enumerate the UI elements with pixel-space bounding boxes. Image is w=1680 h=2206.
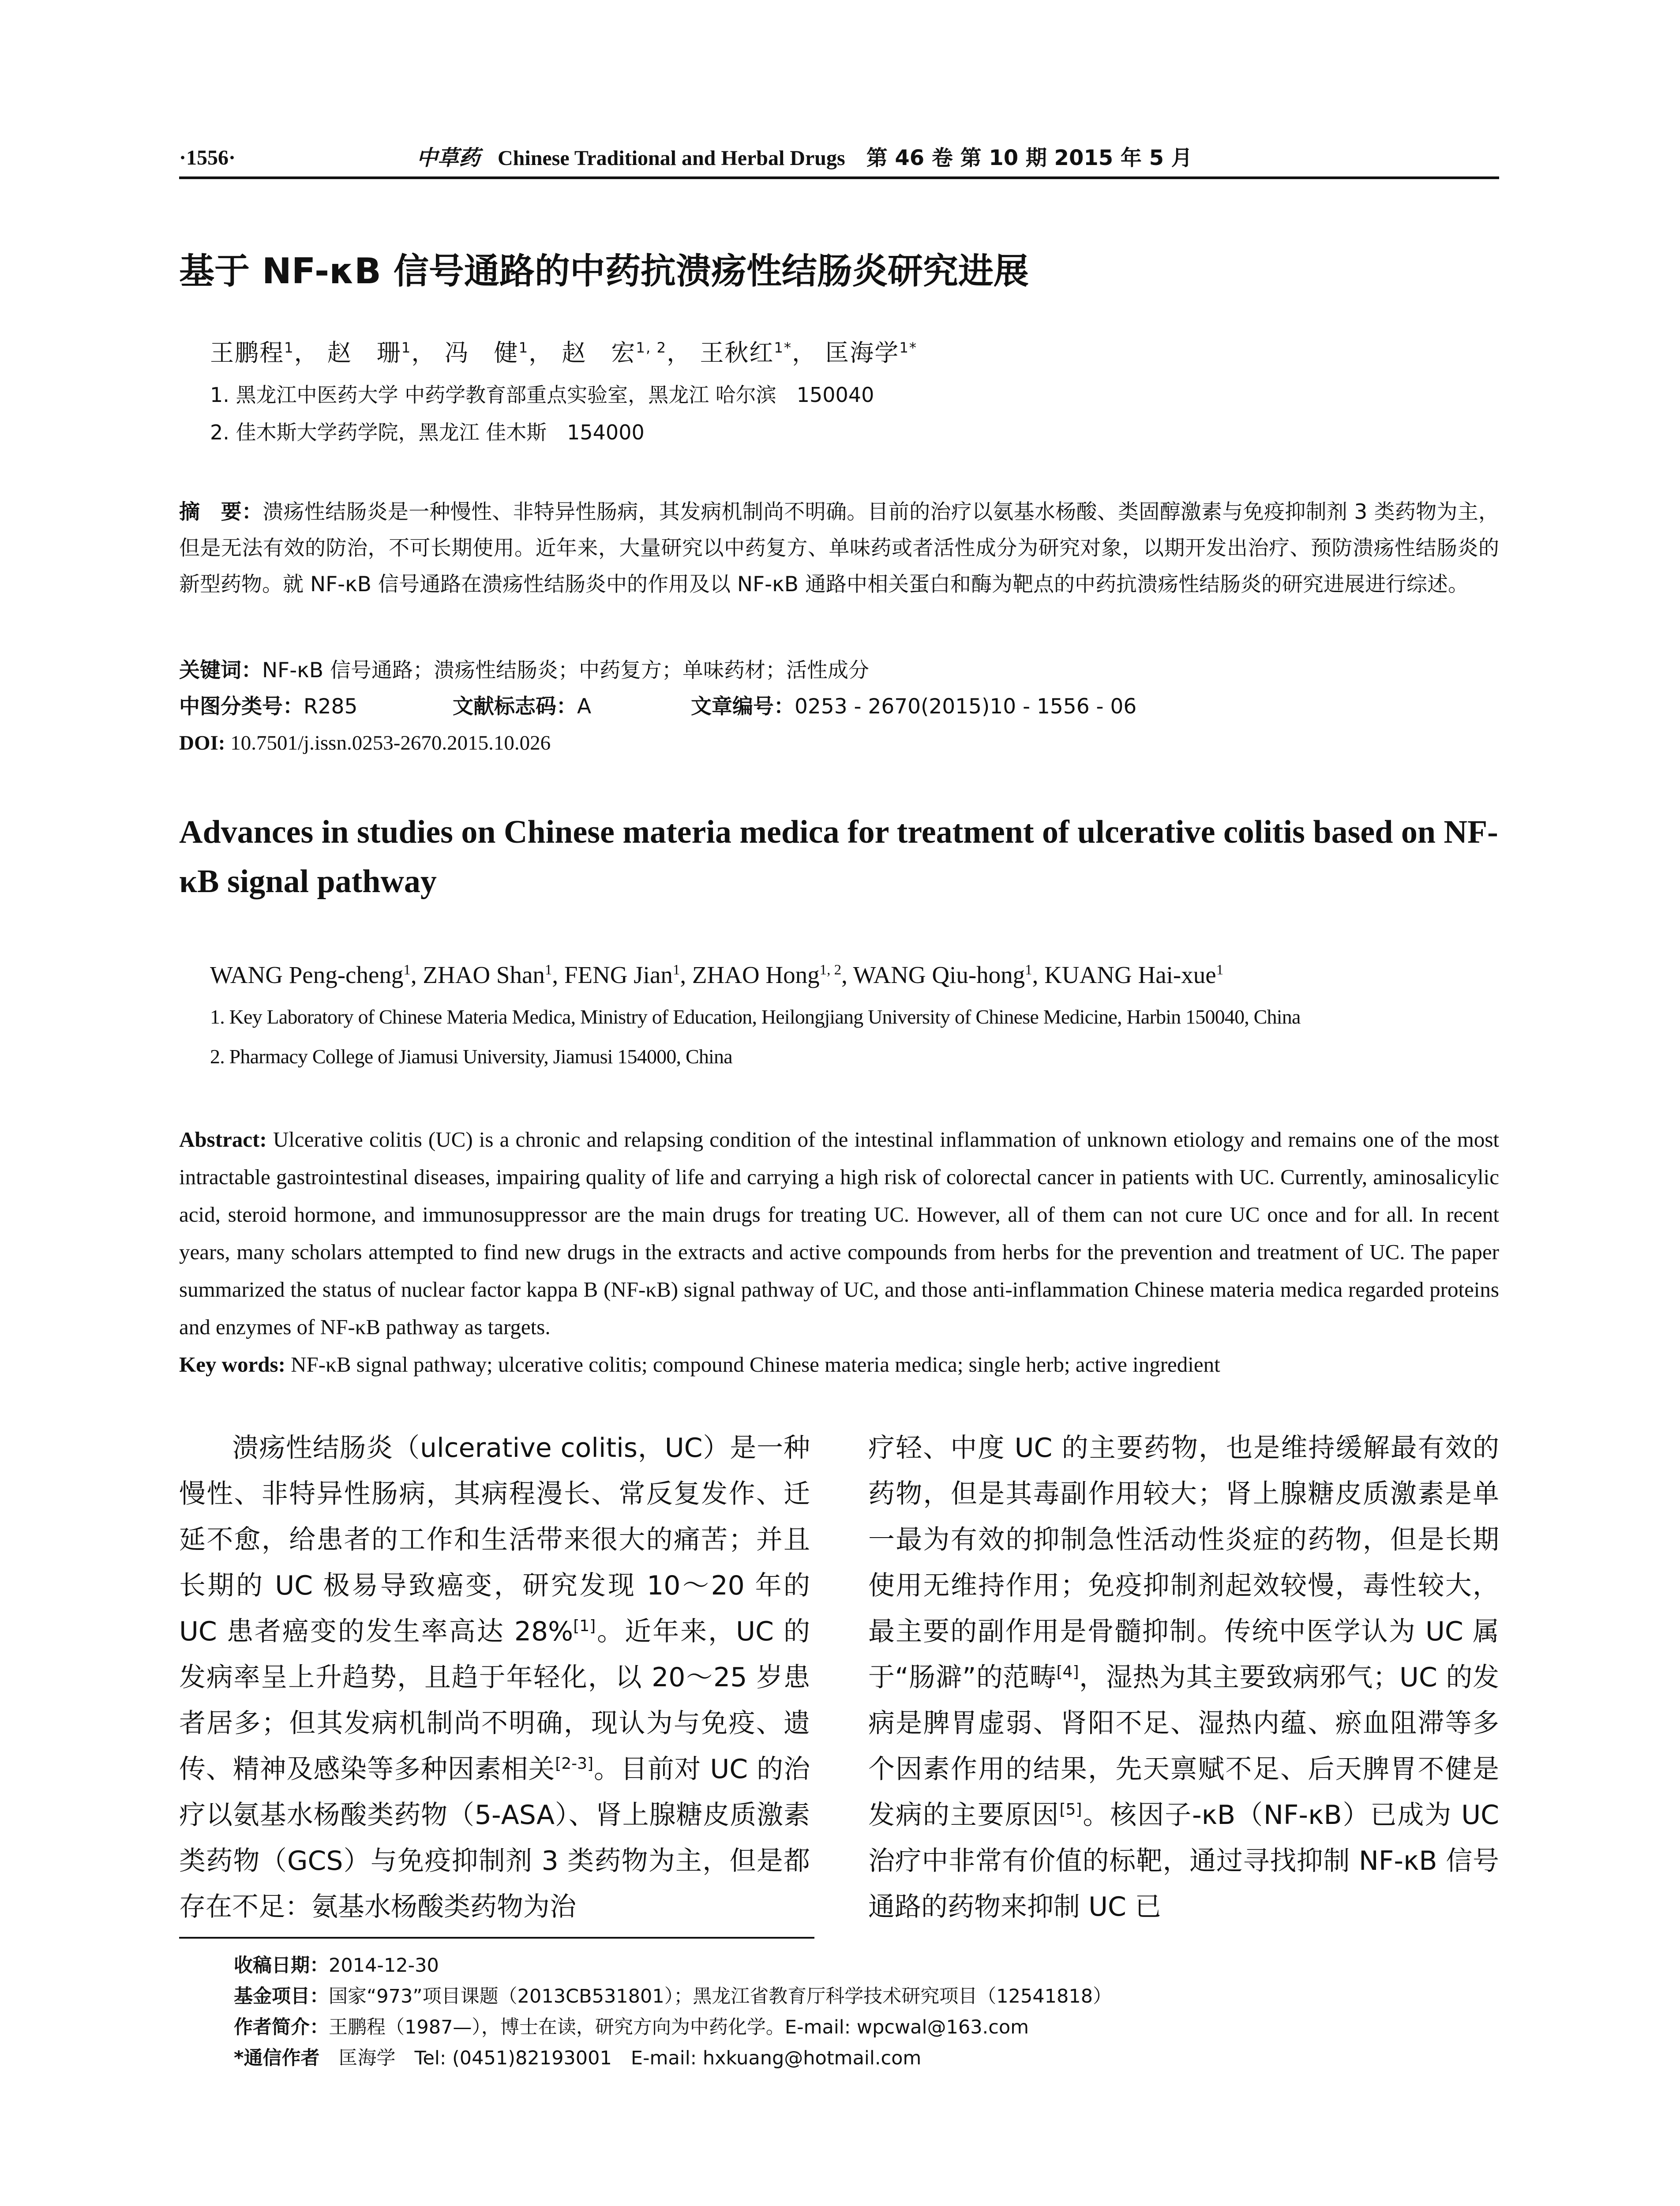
author-name: WANG Qiu-hong	[853, 961, 1025, 988]
author-name: 王鹏程	[210, 339, 284, 367]
chinese-abstract-label: 摘 要：	[179, 500, 263, 524]
document-code	[453, 689, 591, 724]
article-number	[691, 689, 1136, 724]
footnote-received	[234, 1950, 1469, 1981]
citation-reference: [2-3]	[555, 1755, 594, 1773]
author-affiliation-mark: 1	[544, 962, 552, 978]
author-affiliation-mark: 1, 2	[636, 339, 667, 356]
author-affiliation-mark: 1	[284, 339, 294, 356]
footnote-author-label: 作者简介：	[234, 2016, 329, 2038]
footnote-rule	[179, 1937, 814, 1939]
citation-reference: [4]	[1056, 1663, 1079, 1681]
english-abstract-text: Ulcerative colitis (UC) is a chronic and relapsing condition of the intestinal inflammation of unknown etiology and remains one of the most intractable gastrointestinal diseases, impairing quality of life and carrying a high risk of colorectal cancer in patients with UC. Currently, aminosalicylic acid, steroid hormone, and immunosuppressor are the main drugs for treating UC. However, all of them can not cure UC once and for all. In recent years, many scholars attempted to find new drugs in the extracts and active compounds from herbs for the prevention and treatment of UC. The paper summarized the status of nuclear factor kappa B (NF-κB) signal pathway of UC, and those anti-inflammation Chinese materia medica regarded proteins and enzymes of NF-κB pathway as targets.	[179, 1127, 1500, 1339]
chinese-abstract-text: 溃疡性结肠炎是一种慢性、非特异性肠病，其发病机制尚不明确。目前的治疗以氨基水杨酸、类固醇激素与免疫抑制剂 3 类药物为主，但是无法有效的防治，不可长期使用。近年来，大量研究以中药复方、单味药或者活性成分为研究对象，以期开发出治疗、预防溃疡性结肠炎的新型药物。就 NF-κB 信号通路在溃疡性结肠炎中的作用及以 NF-κB 通路中相关蛋白和酶为靶点的中药抗溃疡性结肠炎的研究进展进行综述。	[179, 500, 1500, 597]
footnote-corresponding	[234, 2043, 1469, 2074]
author-affiliation-mark: 1	[518, 339, 529, 356]
english-abstract-label: Abstract:	[179, 1127, 267, 1152]
author-name: KUANG Hai-xue	[1044, 961, 1216, 988]
footnote-author-value: 王鹏程（1987—），博士在读，研究方向为中药化学。E-mail: wpcwal@163.com	[329, 2016, 1029, 2038]
english-keywords-label: Key words:	[179, 1352, 285, 1377]
doi-value: 10.7501/j.issn.0253-2670.2015.10.026	[230, 732, 551, 754]
english-keywords	[179, 1346, 1220, 1383]
footnote-received-label: 收稿日期：	[234, 1955, 329, 1977]
author-name: ZHAO Hong	[692, 961, 820, 988]
chinese-keywords-text: NF-κB 信号通路；溃疡性结肠炎；中药复方；单味药材；活性成分	[262, 658, 870, 683]
citation-reference: [5]	[1059, 1801, 1082, 1819]
english-affiliation-2: 2. Pharmacy College of Jiamusi University, Jiamusi 154000, China	[210, 1045, 732, 1068]
chinese-keywords-label: 关键词：	[179, 658, 262, 683]
footnote-corresponding-value: 匡海学 Tel: (0451)82193001 E-mail: hxkuang@hotmail.com	[338, 2047, 922, 2069]
running-header	[179, 140, 1503, 176]
author-affiliation-mark: 1	[1025, 962, 1032, 978]
author-name: FENG Jian	[564, 961, 673, 988]
footnote-fund	[234, 1981, 1469, 2012]
article-number-value: 0253 - 2670(2015)10 - 1556 - 06	[795, 694, 1137, 719]
footnote-corresponding-label: *通信作者	[234, 2047, 320, 2069]
author-affiliation-mark: 1, 2	[819, 962, 842, 978]
document-code-value: A	[577, 694, 592, 719]
author-name: 匡海学	[825, 339, 900, 367]
author-name: WANG Peng-cheng	[210, 961, 404, 988]
document-code-label: 文献标志码：	[453, 694, 577, 719]
body-paragraph-text: 。目前对 UC 的治疗以氨基水杨酸类药物（5-ASA）、肾上腺糖皮质激素类药物（GCS）与免疫抑制剂 3 类药物为主，但是都存在不足：氨基水杨酸类药物为治	[179, 1754, 810, 1922]
author-affiliation-mark: 1	[401, 339, 412, 356]
english-title: Advances in studies on Chinese materia medica for treatment of ulcerative colitis based on NF-κB signal pathway	[179, 814, 1498, 900]
footnote-fund-value: 国家“973”项目课题（2013CB531801）；黑龙江省教育厅科学技术研究项目（12541818）	[329, 1985, 1112, 2007]
english-authors: WANG Peng-cheng$^1$, ZHAO Shan$^1$, FENG Jian$^1$, ZHAO Hong$^{1, 2}$, WANG Qiu-hong$^1$, KUANG Hai-xue$^1$	[210, 961, 1224, 988]
body-paragraph-text: 疗轻、中度 UC 的主要药物，也是维持缓解最有效的药物，但是其毒副作用较大；肾上腺糖皮质激素是单一最为有效的抑制急性活动性炎症的药物，但是长期使用无维持作用；免疫抑制剂起效较慢，毒性较大，最主要的副作用是骨髓抑制。传统中医学认为 UC 属于“肠澼”的范畴	[868, 1433, 1499, 1693]
chinese-keywords	[179, 653, 869, 688]
body-paragraph-text: 。核因子-κB（NF-κB）已成为 UC 治疗中非常有价值的标靶，通过寻找抑制 NF-κB 信号通路的药物来抑制 UC 已	[868, 1800, 1500, 1922]
footnote-author	[234, 2012, 1469, 2043]
body-column-right	[868, 1425, 1499, 1930]
chinese-title: 基于 NF-κB 信号通路的中药抗溃疡性结肠炎研究进展	[179, 251, 1029, 292]
clc-label: 中图分类号：	[179, 694, 304, 719]
journal-name-en: Chinese Traditional and Herbal Drugs	[498, 146, 845, 170]
author-affiliation-mark: 1	[672, 962, 680, 978]
author-affiliation-mark: 1*	[774, 339, 792, 356]
article-number-label: 文章编号：	[691, 694, 795, 719]
body-paragraph-text: 。近年来，UC 的发病率呈上升趋势，且趋于年轻化，以 20～25 岁患者居多；但其发病机制尚不明确，现认为与免疫、遗传、精神及感染等多种因素相关	[179, 1616, 810, 1785]
author-name: 冯 健	[444, 339, 519, 367]
body-paragraph-text: ，湿热为其主要致病邪气；UC 的发病是脾胃虚弱、肾阳不足、湿热内蕴、瘀血阻滞等多个因素作用的结果，先天禀赋不足、后天脾胃不健是发病的主要原因	[868, 1662, 1499, 1831]
english-abstract	[179, 1121, 1499, 1346]
author-name: 赵 宏	[562, 339, 636, 367]
author-name: 赵 珊	[327, 339, 401, 367]
english-keywords-text: NF-κB signal pathway; ulcerative colitis; compound Chinese materia medica; single herb; active ingredient	[291, 1352, 1220, 1377]
footnote-fund-label: 基金项目：	[234, 1985, 329, 2007]
footnote-received-value: 2014-12-30	[329, 1955, 439, 1977]
clc-value: R285	[304, 694, 358, 719]
chinese-affiliation-1: 1. 黑龙江中医药大学 中药学教育部重点实验室，黑龙江 哈尔滨 150040	[210, 383, 874, 407]
clc-number	[179, 689, 357, 724]
body-column-left	[179, 1425, 810, 1930]
footnotes	[234, 1950, 1469, 2074]
doi	[179, 725, 551, 761]
journal-name-cn: 中草药	[416, 146, 480, 170]
author-name: ZHAO Shan	[423, 961, 545, 988]
english-affiliation-1: 1. Key Laboratory of Chinese Materia Medica, Ministry of Education, Heilongjiang University of Chinese Medicine, Harbin 150040, China	[210, 1005, 1301, 1028]
author-name: 王秋红	[700, 339, 774, 367]
chinese-affiliation-2: 2. 佳木斯大学药学院，黑龙江 佳木斯 154000	[210, 420, 645, 444]
doi-label: DOI:	[179, 732, 225, 754]
header-rule	[179, 176, 1499, 179]
chinese-abstract	[179, 494, 1499, 603]
chinese-authors: 王鹏程$^1$， 赵 珊$^1$， 冯 健$^1$， 赵 宏$^{1, 2}$， 王秋红$^{1*}$， 匡海学$^{1*}$	[210, 339, 918, 367]
author-affiliation-mark: 1*	[899, 339, 918, 356]
author-affiliation-mark: 1	[403, 962, 411, 978]
journal-issue: 第 46 卷 第 10 期 2015 年 5 月	[866, 146, 1192, 170]
page-number: ·1556·	[179, 146, 236, 169]
author-affiliation-mark: 1	[1216, 962, 1224, 978]
journal-name	[416, 140, 1192, 176]
citation-reference: [1]	[573, 1617, 596, 1635]
body-paragraph-text: 溃疡性结肠炎（ulcerative colitis，UC）是一种慢性、非特异性肠病，其病程漫长、常反复发作、迁延不愈，给患者的工作和生活带来很大的痛苦；并且长期的 UC 极易导致癌变，研究发现 10～20 年的 UC 患者癌变的发生率高达 28%	[179, 1433, 810, 1647]
